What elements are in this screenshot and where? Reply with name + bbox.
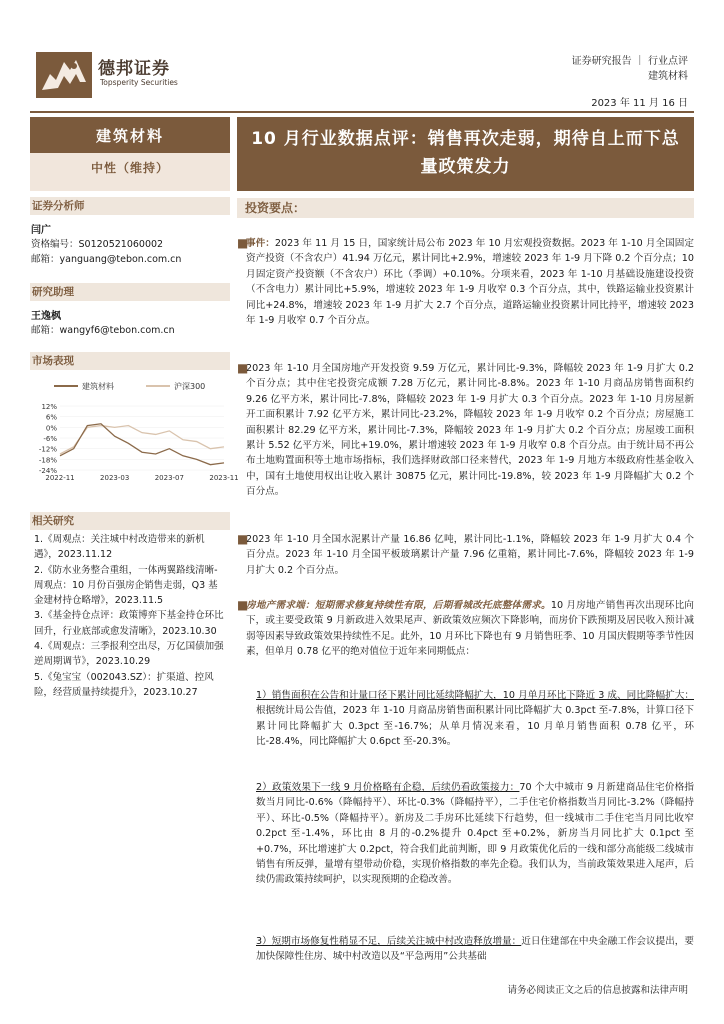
prices-text: 70 个大中城市 9 月新建商品住宅价格指数当月同比-0.6%（降幅持平）、环比-0.3%（降幅持平），二手住宅价格指数当月同比-3.2%（降幅持平）、环比-0.5%（降幅持平）。新房及二手房环比延续下行趋势，但一线城市二手住宅当月同比收窄 0.2pct 至-1.4%，环比由 8 月的-0.2%提升 0.4pct 至+0.2%，新房当月同比扩大 0.1pct 至+0.7%，环比增速扩大 0.2pct，符合我们此前判断，即 9 月政策优化后的一线和部分高能级二线城市销售有所反弹，量增有望带动价稳，实现价格指数的率先企稳。我们认为，当前政策效果进入尾声，后续仍需政策持续呵护，以实现预期的企稳改善。 (256, 782, 694, 886)
logo-cn-text: 德邦证券 (98, 59, 170, 79)
analyst-section-header: 证券分析师 (30, 197, 230, 215)
report-title: 10 月行业数据点评：销售再次走弱，期待自上而下总量政策发力 (237, 117, 694, 191)
y-tick-label: -18% (38, 456, 57, 465)
subpoint-prices (256, 780, 694, 888)
assistant-section-header: 研究助理 (30, 283, 230, 301)
logo-mark-icon (36, 52, 92, 98)
y-tick-label: 6% (45, 413, 57, 422)
sales-head: 1）销售面积在公告和计量口径下累计同比延续降幅扩大，10 月单月环比下降近 3 成、同比降幅扩大： (256, 690, 694, 701)
x-tick-label: 2023-03 (100, 474, 130, 482)
key-points-header: 投资要点： (237, 198, 694, 218)
report-industry: 建筑材料 (648, 71, 688, 82)
prices-head: 2）政策效果下一线 9 月价格略有企稳，后续仍看政策接力： (256, 782, 520, 793)
logo-en-text: Topsperity Securities (100, 78, 178, 87)
x-tick-label: 2023-11 (209, 474, 239, 482)
market-performance-chart (30, 372, 239, 484)
header-divider (30, 111, 694, 113)
assistant-email[interactable]: 邮箱：wangyf6@tebon.com.cn (31, 325, 175, 336)
company-logo (36, 52, 196, 98)
demand-text: 10 月房地产销售再次出现环比向下，或主要受政策 9 月新政进入效果尾声、新政策效应频次下降影响，而房价下跌预期及居民收入预计减弱等因素导致政策效果持续性不足。此外，10 月环比下降也有 9 月销售旺季、10 月国庆假期等季节性因素，但单月 0.78 亿平的绝对值位于近年来同期低点： (246, 600, 695, 658)
y-tick-label: 12% (41, 403, 57, 411)
report-type: 证券研究报告 ｜ 行业点评 (571, 56, 688, 67)
x-tick-label: 2023-07 (154, 474, 184, 482)
related-research-list (34, 532, 224, 700)
y-tick-label: -6% (43, 435, 57, 443)
related-research-item[interactable]: 4.《周观点：三季报利空出尽，万亿国债加强逆周期调节》，2023.10.29 (34, 641, 224, 668)
sales-text: 根据统计局公告值，2023 年 1-10 月商品房销售面积累计同比降幅扩大 0.3pct 至-7.8%，计算口径下累计同比降幅扩大 0.3pct 至-16.7%；从单月情况来看，10 月单月销售面积 0.78 亿平，环比-28.4%，同比降幅扩大 0.6pct 至-20.3%。 (256, 705, 694, 748)
y-tick-label: -12% (38, 445, 57, 454)
paragraph-materials (237, 532, 694, 578)
paragraph-demand (237, 598, 695, 660)
real-estate-text: 2023 年 1-10 月全国房地产开发投资 9.59 万亿元，累计同比-9.3%，降幅较 2023 年 1-9 月扩大 0.2 个百分点；其中住宅投资完成额 7.28 万亿元，累计同比-8.8%。2023 年 1-10 月商品房销售面积约 9.26 亿平方米，累计同比-7.8%，降幅较 2023 年 1-9 月扩大 0.3 个百分点。2023 年 1-10 月房屋新开工面积累计 7.92 亿平方米，累计同比-23.2%，降幅较 2023 年 1-9 月收窄 0.2 个百分点；房屋施工面积累计 82.29 亿平方米，累计同比-7.3%，降幅较 2023 年 1-9 月扩大 0.2 个百分点；房屋竣工面积累计 5.52 亿平方米，同比+19.0%，累计增速较 2023 年 1-9 月收窄 0.8 个百分点。由于统计局不再公布土地购置面积等土地市场指标，我们选择财政部口径来替代，2023 年 1-9 月地方本级政府性基金收入中，国有土地使用权出让收入累计 30875 亿元，累计同比-19.8%，较 2023 年 1-9 月降幅扩大 0.2 个百分点。 (246, 363, 694, 498)
related-research-item[interactable]: 5.《兔宝宝（002043.SZ）：扩渠道、控风险，经营质量持续提升》，2023.10.27 (34, 671, 214, 698)
bullet-icon: ■ (237, 361, 249, 375)
analyst-email[interactable]: 邮箱：yanguang@tebon.com.cn (31, 254, 182, 265)
legend-label: 建筑材料 (82, 382, 114, 391)
market-head: 3）短期市场修复性稍显不足，后续关注城中村改造释放增量： (256, 936, 522, 947)
event-lead: 事件： (246, 238, 275, 249)
analyst-cert: 资格编号：S0120521060002 (31, 239, 164, 250)
related-section-header: 相关研究 (30, 512, 230, 530)
market-text: 近日住建部在中央金融工作会议提出，要加快保障性住房、城中村改造以及“平急两用”公共基础 (256, 936, 695, 963)
related-research-item[interactable]: 3.《基金持仓点评：政策博弈下基金持仓环比回升，行业底部或愈发清晰》，2023.10.30 (34, 610, 224, 637)
related-research-item[interactable]: 2.《防水业务整合重组，一体两翼路线清晰-周观点：10 月份百强房企销售走弱，Q3 基金建材持仓略增》，2023.11.5 (34, 564, 218, 607)
subpoint-sales (256, 688, 694, 750)
bullet-icon: ■ (237, 532, 249, 546)
subpoint-market (256, 934, 694, 965)
sector-rating: 中性（维持） (90, 161, 169, 175)
related-research-item[interactable]: 1.《周观点：关注城中村改造带来的新机遇》，2023.11.12 (34, 534, 205, 561)
market-section-header: 市场表现 (30, 352, 230, 370)
sector-name: 建筑材料 (30, 117, 230, 153)
legend-label: 沪深300 (174, 382, 206, 391)
materials-text: 2023 年 1-10 月全国水泥累计产量 16.86 亿吨，累计同比-1.1%，降幅较 2023 年 1-9 月扩大 0.4 个百分点。2023 年 1-10 月全国平板玻璃累计产量 7.96 亿重箱，累计同比-7.6%，降幅较 2023 年 1-9 月扩大 0.2 个百分点。 (246, 534, 694, 576)
series-line-0 (60, 424, 224, 465)
sector-box (30, 117, 230, 191)
demand-lead: 房地产需求端：短期需求修复持续性有限，后期看城改托底整体需求。 (246, 600, 551, 611)
report-date: 2023 年 11 月 16 日 (591, 98, 688, 109)
y-tick-label: 0% (45, 424, 57, 433)
footer-disclaimer: 请务必阅读正文之后的信息披露和法律声明 (507, 985, 688, 996)
paragraph-event (237, 236, 694, 328)
x-tick-label: 2022-11 (45, 474, 75, 482)
bullet-icon: ■ (237, 236, 249, 250)
report-meta (572, 54, 688, 84)
bullet-icon: ■ (237, 598, 249, 612)
analyst-name: 闫广 (31, 225, 51, 236)
y-tick-label: -24% (38, 467, 57, 475)
paragraph-real-estate (237, 361, 694, 500)
assistant-name: 王逸枫 (31, 311, 61, 322)
event-text: 2023 年 11 月 15 日，国家统计局公布 2023 年 10 月宏观投资数据。2023 年 1-10 月全国固定资产投资（不含农户）41.94 万亿元，累计同比+2.9%，增速较 2023 年 1-9 月下降 0.2 个百分点；10 月固定资产投资额（不含农户）环比（季调）+0.10%。分项来看，2023 年 1-10 月基础设施建设投资（不含电力）累计同比+5.9%，增速较 2023 年 1-9 月收窄 0.3 个百分点，其中，铁路运输业投资累计同比+24.8%，增速较 2023 年 1-9 月扩大 2.7 个百分点，道路运输业投资累计同比持平，增速较 2023 年 1-9 月收窄 0.7 个百分点。 (246, 238, 694, 327)
